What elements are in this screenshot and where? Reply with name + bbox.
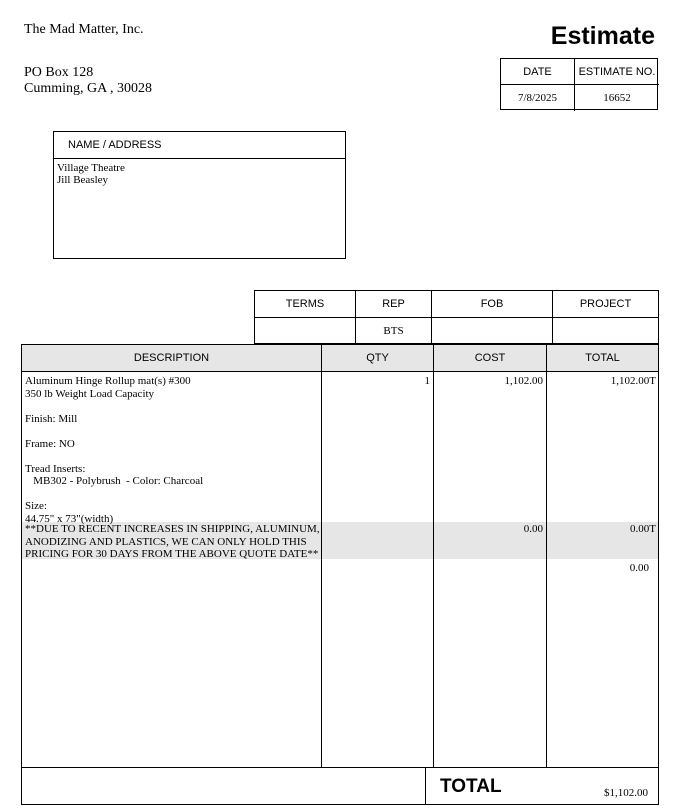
document-title: Estimate	[550, 22, 655, 50]
item-description-line: Tread Inserts:	[25, 462, 86, 475]
item-description-line: Size:	[25, 500, 47, 512]
item-description-line: Finish: Mill	[25, 412, 78, 425]
total-label: TOTAL	[440, 776, 502, 797]
date-label: DATE	[501, 59, 575, 85]
item-total: 1,102.00T	[610, 375, 656, 387]
qty-header: QTY	[366, 352, 389, 364]
disclaimer-line: ANODIZING AND PLASTICS, WE CAN ONLY HOLD THIS	[25, 535, 307, 548]
total-header: TOTAL	[585, 352, 620, 364]
item-description-line: Frame: NO	[25, 437, 75, 450]
fob-header: FOB	[432, 291, 553, 318]
subtotal-value: 0.00	[629, 562, 649, 574]
terms-value	[255, 318, 356, 344]
column-divider	[433, 345, 434, 767]
company-address-line1: PO Box 128	[24, 65, 94, 80]
customer-name: Village Theatre	[57, 162, 125, 174]
terms-table	[254, 290, 659, 344]
date-value: 7/8/2025	[501, 85, 575, 111]
column-divider	[546, 345, 547, 767]
item-description-line: 350 lb Weight Load Capacity	[25, 387, 155, 400]
total-divider	[425, 768, 426, 804]
customer-contact: Jill Beasley	[57, 174, 109, 186]
disclaimer-line: PRICING FOR 30 DAYS FROM THE ABOVE QUOTE DATE**	[25, 548, 319, 560]
item-qty: 1	[424, 375, 430, 387]
estimate-no-value: 16652	[603, 92, 631, 104]
name-address-box	[53, 131, 346, 259]
terms-header: TERMS	[255, 291, 356, 318]
disclaimer-cost: 0.00	[523, 523, 543, 535]
estimate-meta-table	[500, 58, 658, 110]
item-description-line: 44.75" x 73"(width)	[25, 512, 114, 525]
rep-value: BTS	[356, 318, 432, 344]
disclaimer-total: 0.00T	[630, 523, 656, 535]
name-address-label: NAME / ADDRESS	[54, 132, 345, 159]
company-address-line2: Cumming, GA , 30028	[24, 81, 152, 96]
line-items-header	[22, 345, 658, 372]
cost-header: COST	[474, 352, 506, 364]
item-description-line: Aluminum Hinge Rollup mat(s) #300	[25, 375, 191, 387]
disclaimer-line: **DUE TO RECENT INCREASES IN SHIPPING, ALUMINUM,	[25, 523, 320, 535]
line-items-table	[21, 344, 659, 768]
project-header: PROJECT	[553, 291, 658, 318]
fob-value	[432, 318, 553, 344]
item-description-line: MB302 - Polybrush - Color: Charcoal	[25, 475, 204, 487]
item-cost: 1,102.00	[504, 375, 543, 387]
description-header: DESCRIPTION	[133, 352, 210, 364]
company-name: The Mad Matter, Inc.	[24, 22, 144, 37]
estimate-no-label: ESTIMATE NO.	[575, 59, 659, 85]
rep-header: REP	[356, 291, 432, 318]
column-divider	[321, 345, 322, 767]
total-value: $1,102.00	[604, 787, 648, 799]
total-row	[21, 767, 659, 805]
project-value	[553, 318, 658, 344]
